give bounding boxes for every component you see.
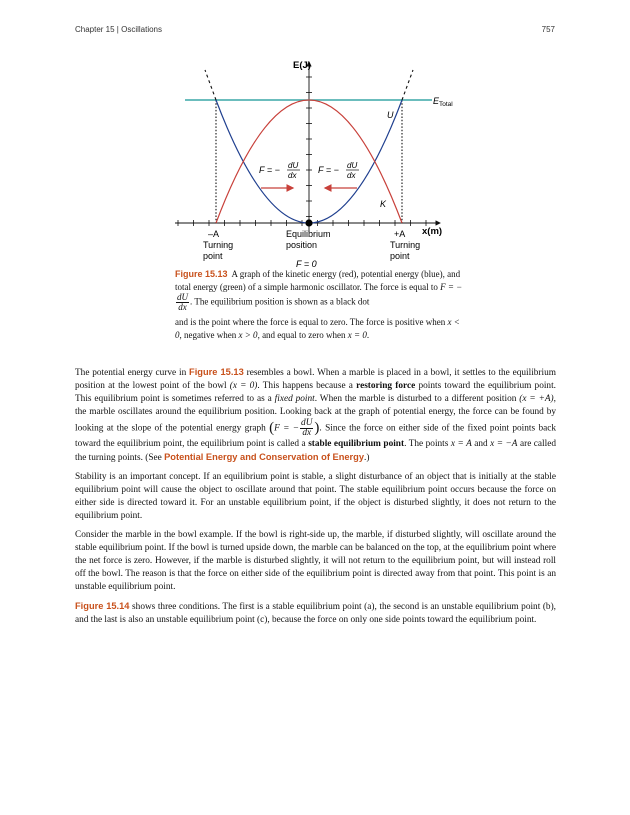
running-header-chapter: Chapter 15 | Oscillations [75, 25, 163, 34]
svg-text:dU: dU [288, 161, 299, 170]
turning-point-right-line2: point [390, 251, 410, 261]
energy-graph-figure [0, 0, 630, 275]
paragraph-1: The potential energy curve in Figure 15.13 resembles a bowl. When a marble is placed in a bowl, it settles to the equilibrium position at the lowest point of the bowl (x = 0). This happens because a restoring force points toward the equilibrium point. This equilibrium point is sometimes referred to as a fixed point. When the marble is disturbed to a different position (x = +A), the marble oscillates around the equilibrium position. Looking back at the graph of potential energy, the force can be found by looking at the slope of the potential energy graph (F = − $\frac{dU}{dx}$ ). Since the force on either side of the fixed point points back toward the equilibrium point, the equilibrium point is called a stable equilibrium point. The points x = A and x = −A are called the turning points. (See Potential Energy and Conservation of Energy.) [75, 367, 557, 463]
body-fraction: $\frac{dU}{dx}$ [301, 418, 313, 438]
potential-energy-label: U [387, 110, 394, 120]
minus-a-label: –A [208, 229, 220, 239]
svg-text:dx: dx [347, 171, 356, 180]
caption-fraction: $\frac{dU}{dx}$ [177, 292, 188, 312]
e-total-label: $E_{Total}$ [433, 96, 453, 108]
equilibrium-label-line1: Equilibrium [286, 229, 331, 239]
paragraph-2: Stability is an important concept. If an equilibrium point is stable, a slight disturbance of an object that is initially at the stable equilibrium point will cause the object to oscillate around that point. The stable equilibrium point occurs because the force on either side is directed toward it. For an unstable equilibrium point, if the object is disturbed slightly, it does not return to the equilibrium point. [75, 472, 556, 521]
turning-point-left-line1: Turning [203, 240, 234, 250]
caption-text-1: A graph of the kinetic energy (red), potential energy (blue), and total energy (green) of a simple harmonic oscillator. The force is equal to [175, 269, 461, 292]
paragraph-4: Figure 15.14 shows three conditions. The first is a stable equilibrium point (a), the second is an unstable equilibrium point (b), and the last is also an unstable equilibrium point (c), because the force on only one side points toward the equilibrium point. [75, 601, 556, 625]
force-zero-label: F = 0 [296, 259, 317, 269]
figure-15-13-link[interactable]: Figure 15.13 [189, 367, 244, 377]
caption-text-5: , and equal to zero when [257, 329, 346, 340]
figure-caption [175, 268, 465, 344]
caption-x-gt: x > 0 [238, 329, 258, 340]
potential-energy-chapter-link[interactable]: Potential Energy and Conservation of Energy [164, 452, 365, 462]
turning-point-right-line1: Turning [390, 240, 421, 250]
figure-number: Figure 15.13 [175, 269, 228, 279]
kinetic-energy-label: K [380, 199, 387, 209]
caption-force-eq: F = − [440, 281, 463, 292]
equilibrium-point-dot [305, 219, 312, 226]
caption-text-3: and is the point where the force is equal to zero. The force is positive when [175, 317, 446, 327]
potential-energy-extension-right [402, 70, 413, 100]
caption-text-6: . [366, 329, 370, 340]
caption-text-4: , negative when [179, 329, 237, 340]
svg-text:dx: dx [288, 171, 297, 180]
paragraph-3: Consider the marble in the bowl example. If the bowl is right-side up, the marble, if disturbed slightly, will oscillate around the stable equilibrium point. If the bowl is turned upside down, the marble can be balanced on the top, at the equilibrium point where the net force is zero. However, if the marble is disturbed slightly, it will not return to the equilibrium point, but will instead roll off the bowl. The reason is that the force on either side of the equilibrium point is directed away from that point. This point is an unstable equilibrium point. [75, 530, 556, 592]
y-axis-label: E(J) [293, 60, 311, 71]
plus-a-label: +A [394, 229, 406, 239]
svg-text:F = −: F = − [318, 165, 339, 175]
x-axis-label: x(m) [422, 226, 443, 237]
turning-point-left-line2: point [203, 251, 223, 261]
equilibrium-label-line2: position [286, 240, 318, 250]
term-stable-equilibrium-point: stable equilibrium point [308, 439, 405, 449]
force-equation-left [259, 161, 300, 180]
figure-15-14-link[interactable]: Figure 15.14 [75, 601, 130, 611]
page-number: 757 [541, 25, 555, 34]
term-restoring-force: restoring force [356, 381, 416, 391]
svg-text:dU: dU [347, 161, 358, 170]
term-fixed-point: fixed point [274, 394, 315, 404]
caption-text-2: . The equilibrium position is shown as a black dot [190, 296, 370, 307]
force-equation-right [318, 161, 359, 180]
body-text [75, 366, 556, 633]
svg-text:F = −: F = − [259, 165, 280, 175]
potential-energy-extension-left [205, 70, 216, 100]
caption-x-eq: x = 0 [347, 329, 367, 340]
caption-x-lt: x < 0 [175, 317, 460, 340]
